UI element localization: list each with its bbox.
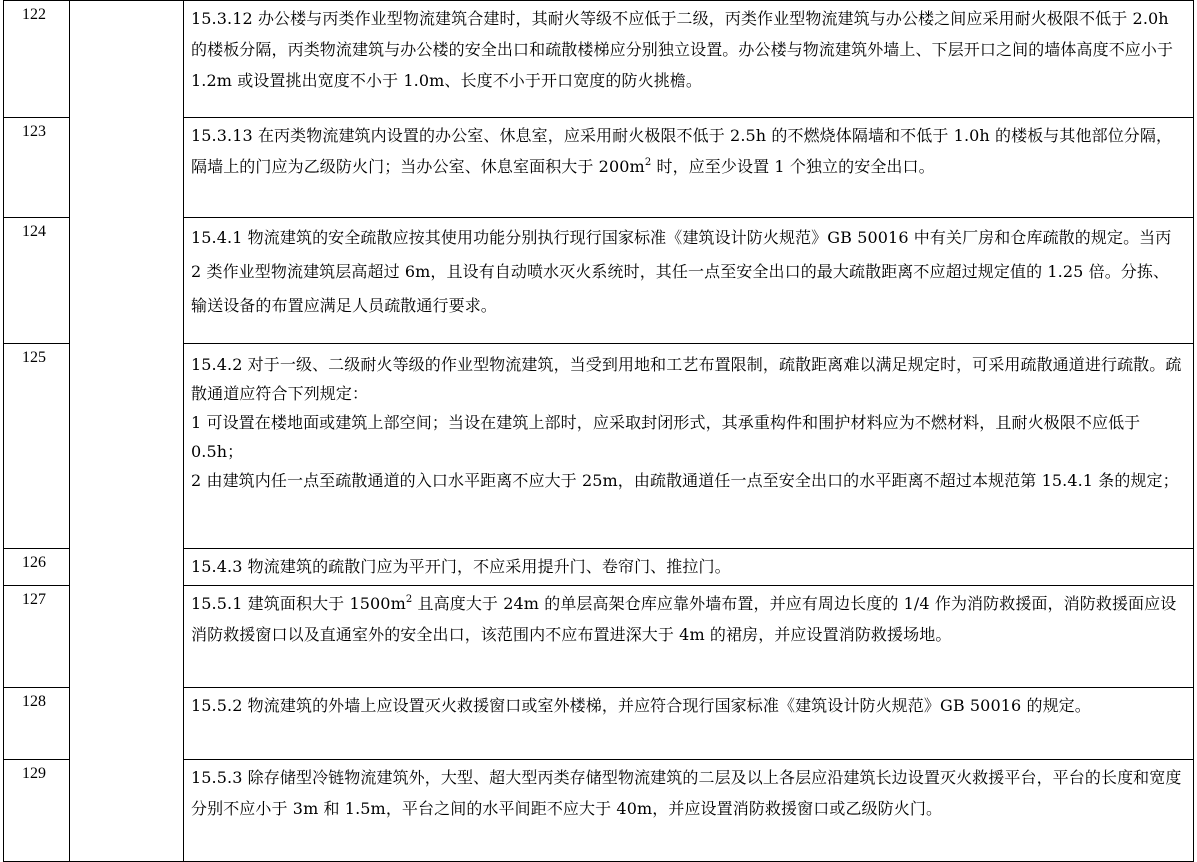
clause-text-segment: 15.5.3 除存储型冷链物流建筑外，大型、超大型丙类存储型物流建筑的二层及以上各层应沿建筑长边设置灭火救援平台，平台的长度和宽度分别不应小于 3m 和 1.5m，平台之间的水平间距不应大于 40m，并应设置消防救援窗口或乙级防火门。 [191,768,1182,818]
row-number: 126 [4,549,70,586]
clause-text [184,586,1194,688]
clause-text-segment: 15.5.1 建筑面积大于 1500m [191,594,406,613]
superscript: 2 [405,594,413,605]
clause-item-2: 2 由建筑内任一点至疏散通道的入口水平距离不应大于 25m，由疏散通道任一点至安全出口的水平距离不超过本规范第 15.4.1 条的规定； [191,471,1179,490]
row-number: 125 [4,344,70,549]
clause-text-segment: 15.4.3 物流建筑的疏散门应为平开门，不应采用提升门、卷帘门、推拉门。 [191,557,731,576]
clause-text-segment: 15.3.13 在丙类物流建筑内设置的办公室、休息室，应采用耐火极限不低于 2.5h 的不燃烧体隔墙和不低于 1.0h 的楼板与其他部位分隔，隔墙上的门应为乙级防火门；当办公室、休息室面积大于 200m [191,126,1173,176]
regulation-table [3,0,1194,862]
category-cell [70,1,184,862]
clause-text [184,344,1194,549]
clause-text-segment: 且高度大于 24m 的单层高架仓库应靠外墙布置，并应有周边长度的 1/4 作为消防救援面，消防救援面应设消防救援窗口以及直通室外的安全出口，该范围内不应布置进深大于 4m 的裙房，并应设置消防救援场地。 [191,594,1177,644]
row-number: 123 [4,118,70,218]
clause-text-segment: 15.5.2 物流建筑的外墙上应设置灭火救援窗口或室外楼梯，并应符合现行国家标准《建筑设计防火规范》GB 50016 的规定。 [191,696,1091,715]
row-number: 127 [4,586,70,688]
clause-text-segment: 15.4.1 物流建筑的安全疏散应按其使用功能分别执行现行国家标准《建筑设计防火规范》GB 50016 中有关厂房和仓库疏散的规定。当丙 2 类作业型物流建筑层高超过 6m，且设有自动喷水灭火系统时，其任一点至安全出口的最大疏散距离不应超过规定值的 1.25 倍。分拣、输送设备的布置应满足人员疏散通行要求。 [191,228,1172,315]
row-number: 122 [4,1,70,118]
clause-text-segment: 时，应至少设置 1 个独立的安全出口。 [651,157,935,176]
clause-text [184,218,1194,344]
clause-text [184,688,1194,760]
row-number: 129 [4,760,70,862]
row-number: 124 [4,218,70,344]
superscript: 2 [644,157,652,168]
clause-text [184,760,1194,862]
table-row [4,1,1194,118]
clause-item-1: 1 可设置在楼地面或建筑上部空间；当设在建筑上部时，应采取封闭形式，其承重构件和围护材料应为不燃材料，且耐火极限不应低于 0.5h； [191,413,1141,461]
clause-text [184,1,1194,118]
clause-text [184,118,1194,218]
clause-text [184,549,1194,586]
clause-paragraph: 15.4.2 对于一级、二级耐火等级的作业型物流建筑，当受到用地和工艺布置限制，疏散距离难以满足规定时，可采用疏散通道进行疏散。疏散通道应符合下列规定： [191,355,1182,403]
row-number: 128 [4,688,70,760]
regulation-table-body [4,1,1194,862]
clause-text-segment: 15.3.12 办公楼与丙类作业型物流建筑合建时，其耐火等级不应低于二级，丙类作业型物流建筑与办公楼之间应采用耐火极限不低于 2.0h 的楼板分隔，丙类物流建筑与办公楼的安全出口和疏散楼梯应分别独立设置。办公楼与物流建筑外墙上、下层开口之间的墙体高度不应小于 1.2m 或设置挑出宽度不小于 1.0m、长度不小于开口宽度的防火挑檐。 [191,9,1174,90]
